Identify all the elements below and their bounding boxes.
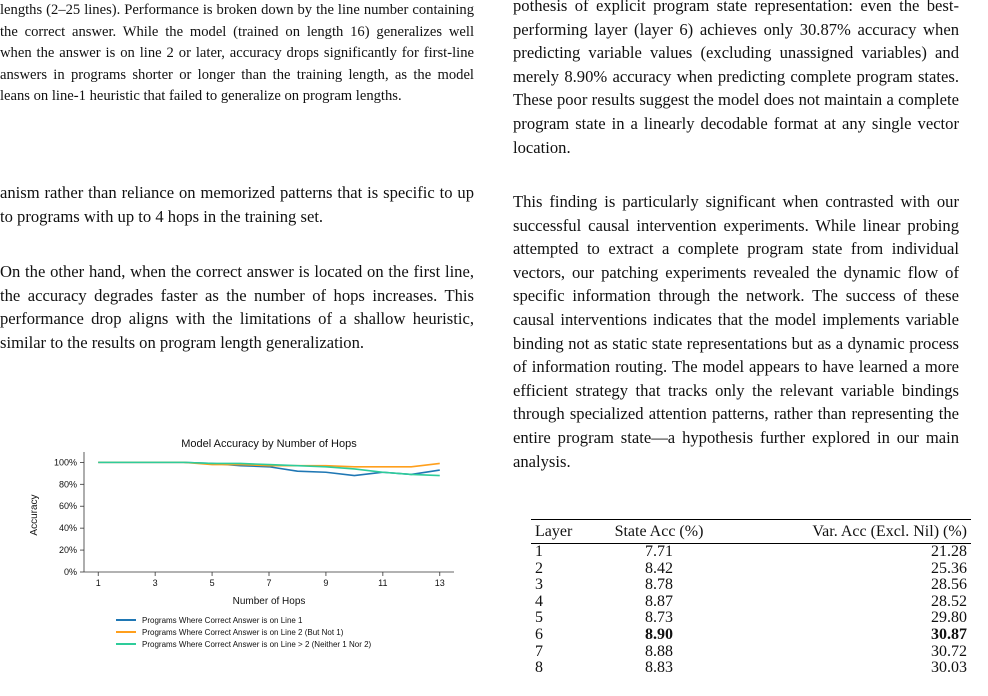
table-cell-var-acc: 28.56 — [931, 576, 967, 594]
table-cell-layer: 7 — [535, 642, 543, 660]
table-cell-state-acc: 8.42 — [645, 559, 673, 577]
x-tick-label: 13 — [434, 578, 445, 588]
table-cell-state-acc: 8.88 — [645, 642, 673, 660]
table-cell-state-acc: 8.87 — [645, 592, 673, 610]
x-tick-label: 5 — [209, 578, 215, 588]
probing-results-table — [531, 519, 971, 677]
table-cell-layer: 1 — [535, 543, 543, 560]
table-cell-var-acc: 21.28 — [931, 543, 967, 560]
table-header-layer: Layer — [531, 520, 585, 544]
table-cell-state-acc: 8.90 — [645, 625, 673, 643]
table-header-var-acc: Var. Acc (Excl. Nil) (%) — [733, 520, 971, 544]
x-tick-label: 7 — [266, 578, 272, 588]
legend-label-2: Programs Where Correct Answer is on Line 2 (But Not 1) — [142, 628, 344, 637]
y-tick-label: 0% — [63, 567, 77, 577]
x-tick-label: 9 — [323, 578, 329, 588]
table-row — [531, 577, 971, 594]
table-cell-layer: 6 — [535, 625, 543, 643]
table-cell-layer: 2 — [535, 559, 543, 577]
table-row — [531, 594, 971, 611]
table-cell-var-acc: 25.36 — [931, 559, 967, 577]
table-row — [531, 610, 971, 627]
y-tick-label: 40% — [58, 523, 77, 534]
x-axis-label: Number of Hops — [232, 596, 306, 607]
table-cell-layer: 5 — [535, 609, 543, 627]
series-line-3 — [98, 462, 440, 475]
y-tick-label: 20% — [58, 545, 77, 556]
y-axis-label: Accuracy — [29, 494, 40, 536]
table-cell-layer: 4 — [535, 592, 543, 610]
table-cell-state-acc: 8.78 — [645, 576, 673, 594]
accuracy-by-hops-chart — [24, 432, 464, 662]
table-row — [531, 644, 971, 661]
left-paragraph-2: On the other hand, when the correct answer is located on the first line, the accuracy degrades faster as the number of hops increases. This performance drop aligns with the limitations of a shallow heuristic, similar to the results on program length generalization. — [0, 262, 474, 352]
table-row — [531, 627, 971, 644]
x-tick-label: 1 — [95, 578, 101, 588]
legend-label-1: Programs Where Correct Answer is on Line 1 — [142, 616, 303, 625]
table-cell-state-acc: 7.71 — [645, 543, 673, 560]
right-paragraph-2: This finding is particularly significant when contrasted with our successful causal intervention experiments. While linear probing attempted to extract a complete program state from individual vectors, our patching experiments revealed the dynamic flow of specific information through the network. The success of these causal interventions indicates that the model implements variable binding not as static state representations but as a dynamic process of information routing. The model appears to have learned a more efficient strategy that tracks only the relevant variable bindings through specialized attention patterns, rather than representing the entire program state—a hypothesis further explored in our main analysis. — [513, 192, 959, 471]
table-cell-state-acc: 8.73 — [645, 609, 673, 627]
table-cell-state-acc: 8.83 — [645, 659, 673, 677]
right-paragraph-1: pothesis of explicit program state representation: even the best-performing layer (layer 6) achieves only 30.87% accuracy when predicting variable values (excluding unassigned variables) and merely 8.90% accuracy when predicting complete program states. These poor results suggest the model does not maintain a complete program state in a linearly decodable format at any single vector location. — [513, 0, 959, 157]
table-row — [531, 660, 971, 677]
table-body — [531, 544, 971, 677]
y-tick-label: 100% — [53, 457, 77, 468]
left-paragraph-1: anism rather than reliance on memorized patterns that is specific to up to programs with up to 4 hops in the training set. — [0, 183, 474, 226]
y-tick-label: 80% — [58, 479, 77, 490]
table-cell-var-acc: 30.72 — [931, 642, 967, 660]
chart-title: Model Accuracy by Number of Hops — [181, 438, 357, 450]
table-header-state-acc: State Acc (%) — [585, 520, 733, 544]
table-cell-var-acc: 28.52 — [931, 592, 967, 610]
figure-caption: lengths (2–25 lines). Performance is broken down by the line number containing the correct answer. While the model (trained on length 16) generalizes well when the answer is on line 2 or later, accuracy drops significantly for first-line answers in programs shorter or longer than the training length, as the model leans on line-1 heuristic that failed to generalize on program lengths. — [0, 2, 474, 105]
table-row — [531, 561, 971, 578]
table-cell-var-acc: 30.03 — [931, 659, 967, 677]
table-cell-var-acc: 29.80 — [931, 609, 967, 627]
table-cell-layer: 8 — [535, 659, 543, 677]
x-tick-label: 3 — [152, 578, 158, 588]
table-cell-layer: 3 — [535, 576, 543, 594]
legend-label-3: Programs Where Correct Answer is on Line > 2 (Neither 1 Nor 2) — [142, 640, 372, 649]
table-header-row — [531, 520, 971, 544]
table-row — [531, 544, 971, 561]
x-tick-label: 11 — [378, 578, 388, 588]
table-cell-var-acc: 30.87 — [931, 625, 967, 643]
y-tick-label: 60% — [58, 501, 77, 512]
